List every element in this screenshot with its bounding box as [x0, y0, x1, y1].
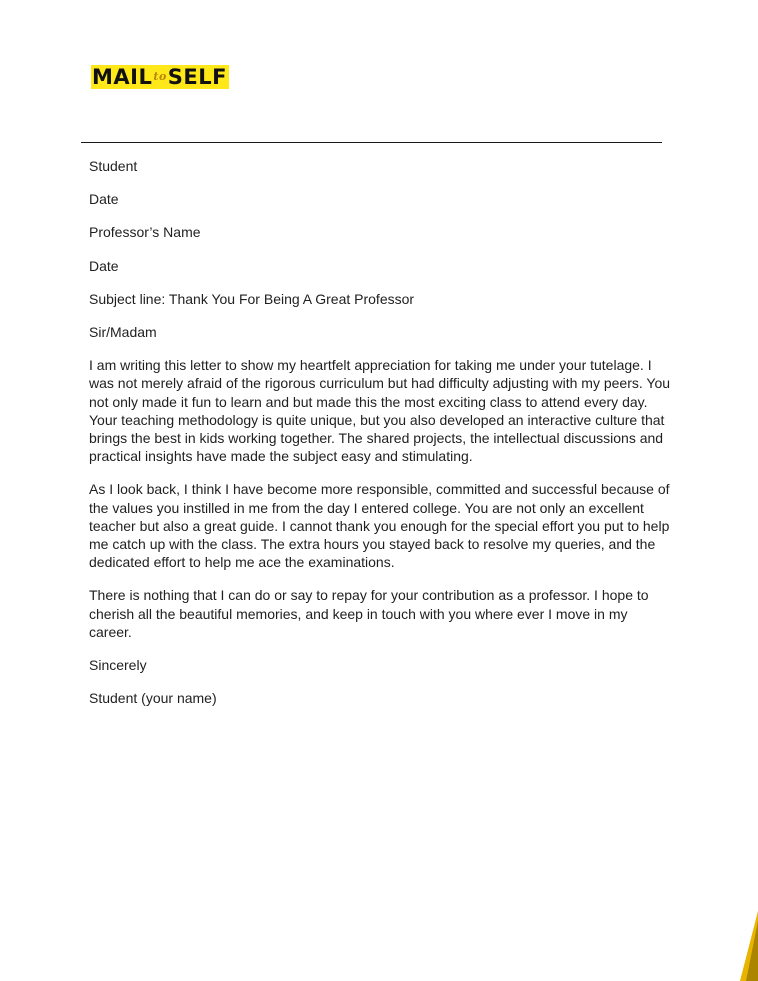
header-divider	[81, 142, 662, 143]
paragraph-3: There is nothing that I can do or say to repay for your contribution as a professor. I hope to cherish all the beautiful memories, and keep in touch with you where ever I move in my career.	[89, 587, 649, 640]
logo-text-to: to	[153, 70, 167, 83]
mailtoself-logo	[91, 65, 229, 89]
paragraph-1: I am writing this letter to show my heartfelt appreciation for taking me under your tutelage. I was not merely afraid of the rigorous curriculum but had difficulty adjusting with my peers. You not only made it fun to learn and but made this the most exciting class to attend every day. Your teaching methodology is quite unique, but you also developed an interactive culture that brings the best in kids working together. The shared projects, the intellectual discussions and practical insights have made the subject easy and stimulating.	[89, 357, 671, 465]
corner-decoration	[738, 911, 758, 981]
closing: Sincerely	[89, 657, 147, 674]
letter-body	[89, 157, 671, 722]
subject-line: Subject line: Thank You For Being A Great Professor	[89, 290, 415, 307]
salutation: Sir/Madam	[89, 324, 157, 341]
recipient-line: Professor’s Name	[89, 224, 201, 241]
logo-text-mail: MAIL	[92, 65, 153, 89]
date-line-2: Date	[89, 257, 119, 274]
logo-text-self: SELF	[167, 65, 227, 89]
date-line: Date	[89, 191, 119, 208]
sender-line: Student	[89, 158, 138, 174]
signature: Student (your name)	[89, 690, 217, 707]
paragraph-2: As I look back, I think I have become more responsible, committed and successful because of the values you instilled in me from the day I entered college. You are not only an excellent teacher but also a great guide. I cannot thank you enough for the special effort you put to help me catch up with the class. The extra hours you stayed back to resolve my queries, and the dedicated effort to help me ace the examinations.	[89, 481, 670, 571]
